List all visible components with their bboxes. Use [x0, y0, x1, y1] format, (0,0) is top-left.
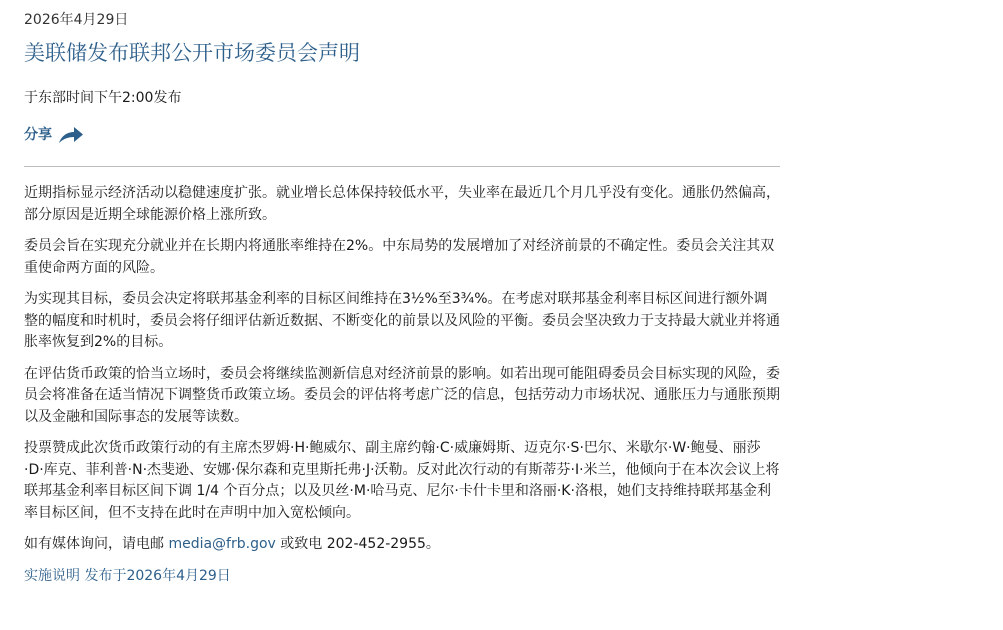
release-date: 2026年4月29日	[24, 12, 129, 28]
statement-paragraph-3: 为实现其目标，委员会决定将联邦基金利率的目标区间维持在3½%至3¾%。在考虑对联邦基金利率目标区间进行额外调整的幅度和时机时，委员会将仔细评估新近数据、不断变化的前景以及风险的平衡。委员会坚决致力于支持最大就业并将通胀率恢复到2%的目标。	[24, 291, 780, 350]
statement-paragraph-1: 近期指标显示经济活动以稳健速度扩张。就业增长总体保持较低水平，失业率在最近几个月几乎没有变化。通胀仍然偏高，部分原因是近期全球能源价格上涨所致。	[24, 185, 780, 223]
share-label: 分享	[24, 127, 52, 143]
page-title: 美联储发布联邦公开市场委员会声明	[24, 41, 360, 65]
implementation-note-link[interactable]: 实施说明	[24, 567, 80, 584]
media-contact-prefix: 如有媒体询问，请电邮	[24, 536, 169, 552]
implementation-note	[24, 566, 780, 587]
statement-paragraph-4: 在评估货币政策的恰当立场时，委员会将继续监测新信息对经济前景的影响。如若出现可能阻碍委员会目标实现的风险，委员会将准备在适当情况下调整货币政策立场。委员会的评估将考虑广泛的信息，包括劳动力市场状况、通胀压力与通胀预期以及金融和国际事态的发展等读数。	[24, 365, 780, 425]
release-time: 于东部时间下午2:00发布	[24, 90, 182, 106]
share-button[interactable]	[24, 124, 84, 146]
implementation-date-link[interactable]: 发布于2026年4月29日	[84, 567, 231, 584]
statement-body	[24, 183, 780, 556]
divider	[24, 166, 780, 167]
share-arrow-icon	[58, 126, 84, 144]
statement-paragraph-5: 投票赞成此次货币政策行动的有主席杰罗姆·H·鲍威尔、副主席约翰·C·威廉姆斯、迈克尔·S·巴尔、米歇尔·W·鲍曼、丽莎·D·库克、菲利普·N·杰斐逊、安娜·保尔森和克里斯托弗·J·沃勒。反对此次行动的有斯蒂芬·I·米兰，他倾向于在本次会议上将联邦基金利率目标区间下调 1/4 个百分点；以及贝丝·M·哈马克、尼尔·卡什卡里和洛丽·K·洛根，她们支持维持联邦基金利率目标区间，但不支持在此时在声明中加入宽松倾向。	[24, 440, 780, 521]
media-email-link[interactable]: media@frb.gov	[168, 536, 276, 552]
media-contact	[24, 534, 780, 556]
statement-paragraph-2: 委员会旨在实现充分就业并在长期内将通胀率维持在2%。中东局势的发展增加了对经济前景的不确定性。委员会关注其双重使命两方面的风险。	[24, 238, 775, 276]
media-contact-suffix: 或致电 202-452-2955。	[275, 536, 440, 552]
